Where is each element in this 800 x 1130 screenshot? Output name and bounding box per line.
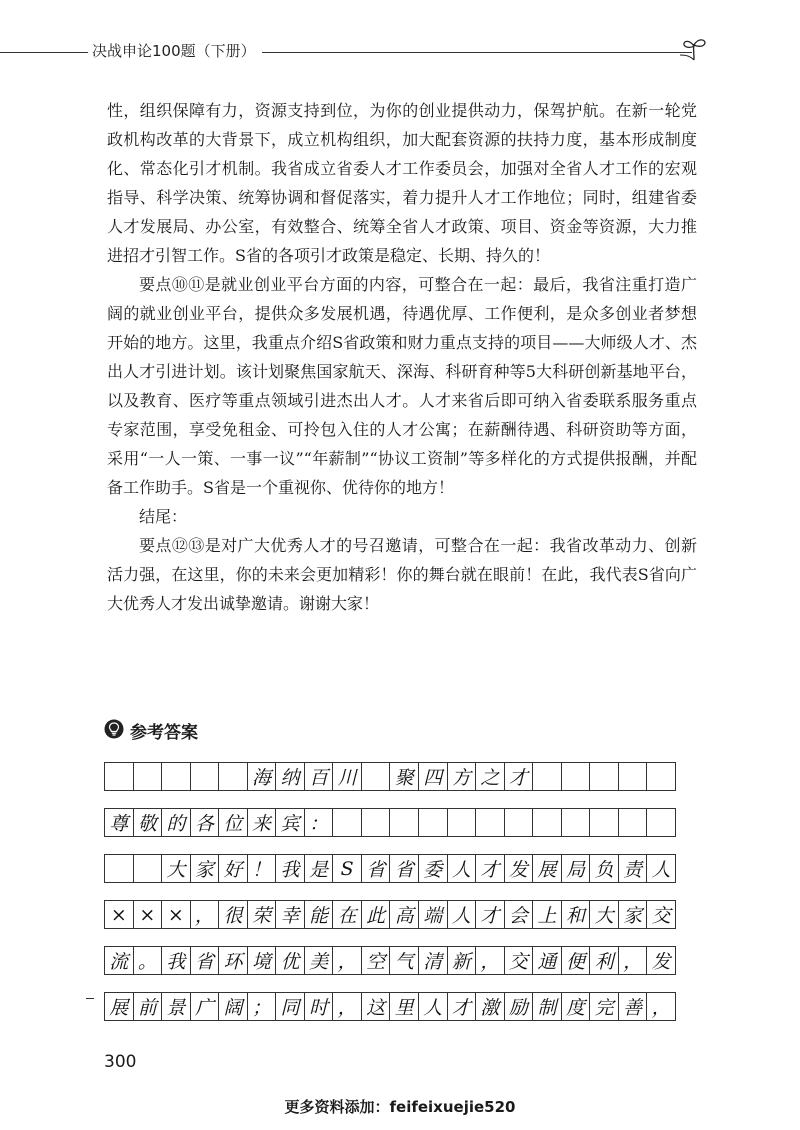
grid-cell: 之 <box>475 762 505 791</box>
grid-cell: 省 <box>190 946 220 975</box>
grid-cell: 励 <box>504 992 534 1021</box>
grid-cell <box>532 762 562 791</box>
grid-cell: 优 <box>275 946 305 975</box>
grid-cell <box>561 808 591 837</box>
grid-cell: 的 <box>161 808 191 837</box>
page-number: 300 <box>104 1052 137 1072</box>
grid-cell <box>447 808 477 837</box>
grid-cell: ， <box>332 992 362 1021</box>
grid-cell <box>218 762 248 791</box>
grid-cell <box>418 808 448 837</box>
grid-cell: 完 <box>589 992 619 1021</box>
grid-cell: 荣 <box>247 900 277 929</box>
grid-cell: 方 <box>447 762 477 791</box>
grid-row <box>104 946 695 975</box>
grid-cell: 景 <box>161 992 191 1021</box>
grid-cell: 幸 <box>275 900 305 929</box>
grid-cell <box>504 808 534 837</box>
grid-cell: 激 <box>475 992 505 1021</box>
grid-cell: 阔 <box>218 992 248 1021</box>
grid-cell: 在 <box>332 900 362 929</box>
grid-cell: 气 <box>389 946 419 975</box>
grid-cell: 展 <box>104 992 134 1021</box>
grid-cell: ， <box>475 946 505 975</box>
grid-cell: 发 <box>504 854 534 883</box>
grid-cell: ！ <box>247 854 277 883</box>
grid-cell: 高 <box>389 900 419 929</box>
grid-cell: 时 <box>304 992 334 1021</box>
grid-cell: 境 <box>247 946 277 975</box>
grid-cell: 交 <box>646 900 676 929</box>
grid-cell: ， <box>190 900 220 929</box>
grid-cell: 广 <box>190 992 220 1021</box>
grid-cell: 百 <box>304 762 334 791</box>
grid-cell: 。 <box>133 946 163 975</box>
grid-cell: 才 <box>447 992 477 1021</box>
grid-cell <box>104 762 134 791</box>
grid-cell: 责 <box>618 854 648 883</box>
grid-cell: 交 <box>504 946 534 975</box>
grid-cell: 才 <box>475 854 505 883</box>
grid-row <box>104 992 695 1021</box>
grid-cell: × <box>133 900 163 929</box>
grid-row <box>104 854 695 883</box>
grid-row <box>104 808 695 837</box>
grid-cell: 大 <box>161 854 191 883</box>
grid-cell: 位 <box>218 808 248 837</box>
grid-cell <box>361 762 391 791</box>
grid-cell: 便 <box>561 946 591 975</box>
grid-cell: ， <box>618 946 648 975</box>
grid-cell <box>161 762 191 791</box>
margin-mark <box>86 998 94 999</box>
grid-cell <box>332 808 362 837</box>
grid-cell: 人 <box>447 900 477 929</box>
grid-row <box>104 900 695 929</box>
grid-cell: 端 <box>418 900 448 929</box>
grid-cell: 各 <box>190 808 220 837</box>
grid-cell: 川 <box>332 762 362 791</box>
grid-cell: 新 <box>447 946 477 975</box>
grid-cell: 通 <box>532 946 562 975</box>
grid-cell: 上 <box>532 900 562 929</box>
grid-cell: 省 <box>389 854 419 883</box>
paragraph: 要点⑫⑬是对广大优秀人才的号召邀请，可整合在一起：我省改革动力、创新活力强，在这里，你的未来会更加精彩！你的舞台就在眼前！在此，我代表S省向广大优秀人才发出诚挚邀请。谢谢大家！ <box>107 536 697 613</box>
header-rule-right <box>262 52 692 53</box>
grid-cell <box>389 808 419 837</box>
grid-cell: 家 <box>618 900 648 929</box>
grid-cell: 家 <box>190 854 220 883</box>
grid-cell: 省 <box>361 854 391 883</box>
grid-cell: 和 <box>561 900 591 929</box>
grid-cell <box>589 762 619 791</box>
grid-cell <box>589 808 619 837</box>
grid-cell <box>133 854 163 883</box>
grid-cell: 才 <box>504 762 534 791</box>
grid-cell: ， <box>646 992 676 1021</box>
grid-cell <box>561 762 591 791</box>
grid-cell: 大 <box>589 900 619 929</box>
grid-cell: 此 <box>361 900 391 929</box>
grid-cell: 美 <box>304 946 334 975</box>
grid-cell: × <box>104 900 134 929</box>
grid-cell: ； <box>247 992 277 1021</box>
grid-cell: 环 <box>218 946 248 975</box>
grid-cell <box>104 854 134 883</box>
grid-cell <box>361 808 391 837</box>
grid-cell: 空 <box>361 946 391 975</box>
grid-cell: 海 <box>247 762 277 791</box>
paragraph: 性，组织保障有力，资源支持到位，为你的创业提供动力，保驾护航。在新一轮党政机构改革的大背景下，成立机构组织，加大配套资源的扶持力度，基本形成制度化、常态化引才机制。我省成立省委人才工作委员会，加强对全省人才工作的宏观指导、科学决策、统筹协调和督促落实，着力提升人才工作地位；同时，组建省委人才发展局、办公室，有效整合、统筹全省人才政策、项目、资金等资源，大力推进招才引智工作。S省的各项引才政策是稳定、长期、持久的！ <box>107 101 697 265</box>
grid-cell: 善 <box>618 992 648 1021</box>
grid-cell: ： <box>304 808 334 837</box>
grid-cell: 敬 <box>133 808 163 837</box>
grid-cell: 这 <box>361 992 391 1021</box>
grid-cell: 人 <box>646 854 676 883</box>
grid-cell <box>190 762 220 791</box>
paragraph: 要点⑩⑪是就业创业平台方面的内容，可整合在一起：最后，我省注重打造广阔的就业创业平台，提供众多发展机遇，待遇优厚、工作便利，是众多创业者梦想开始的地方。这里，我重点介绍S省政策和财力重点支持的项目——大师级人才、杰出人才引进计划。该计划聚焦国家航天、深海、科研育种等5大科研创新基地平台，以及教育、医疗等重点领域引进杰出人才。人才来省后即可纳入省委联系服务重点专家范围，享受免租金、可拎包入住的人才公寓；在薪酬待遇、科研资助等方面，采用“一人一策、一事一议”“年薪制”“协议工资制”等多样化的方式提供报酬，并配备工作助手。S省是一个重视你、优待你的地方！ <box>107 275 697 497</box>
grid-cell <box>618 762 648 791</box>
grid-cell: 聚 <box>389 762 419 791</box>
grid-cell: 发 <box>646 946 676 975</box>
grid-cell: 人 <box>418 992 448 1021</box>
grid-cell: 四 <box>418 762 448 791</box>
grid-row <box>104 762 695 791</box>
grid-cell: 好 <box>218 854 248 883</box>
grid-cell: 很 <box>218 900 248 929</box>
header-rule-left <box>0 52 88 53</box>
grid-cell: 负 <box>589 854 619 883</box>
grid-cell: 会 <box>504 900 534 929</box>
grid-cell: 里 <box>389 992 419 1021</box>
lightbulb-icon <box>104 719 124 739</box>
grid-cell: 利 <box>589 946 619 975</box>
grid-cell: 是 <box>304 854 334 883</box>
grid-cell <box>532 808 562 837</box>
grid-cell: 前 <box>133 992 163 1021</box>
grid-cell: 我 <box>161 946 191 975</box>
grid-cell <box>646 762 676 791</box>
grid-cell: 才 <box>475 900 505 929</box>
sprout-icon <box>680 36 708 62</box>
answer-heading-label: 参考答案 <box>130 723 198 743</box>
grid-cell: S <box>332 854 362 883</box>
grid-cell <box>133 762 163 791</box>
grid-cell: 来 <box>247 808 277 837</box>
running-header <box>0 32 800 62</box>
grid-cell: 清 <box>418 946 448 975</box>
grid-cell: 同 <box>275 992 305 1021</box>
book-title: 决战申论100题（下册） <box>92 42 256 60</box>
grid-cell: 局 <box>561 854 591 883</box>
grid-cell: 委 <box>418 854 448 883</box>
grid-cell <box>618 808 648 837</box>
grid-cell: ， <box>332 946 362 975</box>
grid-cell: 宾 <box>275 808 305 837</box>
body-text <box>107 96 697 618</box>
grid-cell: 我 <box>275 854 305 883</box>
grid-cell: 展 <box>532 854 562 883</box>
grid-cell <box>646 808 676 837</box>
footer-note: 更多资料添加：feifeixuejie520 <box>284 1098 516 1116</box>
grid-cell: 能 <box>304 900 334 929</box>
grid-cell: × <box>161 900 191 929</box>
paragraph: 结尾： <box>139 507 188 526</box>
grid-cell: 人 <box>447 854 477 883</box>
grid-cell: 流 <box>104 946 134 975</box>
grid-cell: 纳 <box>275 762 305 791</box>
grid-cell <box>475 808 505 837</box>
grid-cell: 制 <box>532 992 562 1021</box>
grid-cell: 尊 <box>104 808 134 837</box>
grid-cell: 度 <box>561 992 591 1021</box>
